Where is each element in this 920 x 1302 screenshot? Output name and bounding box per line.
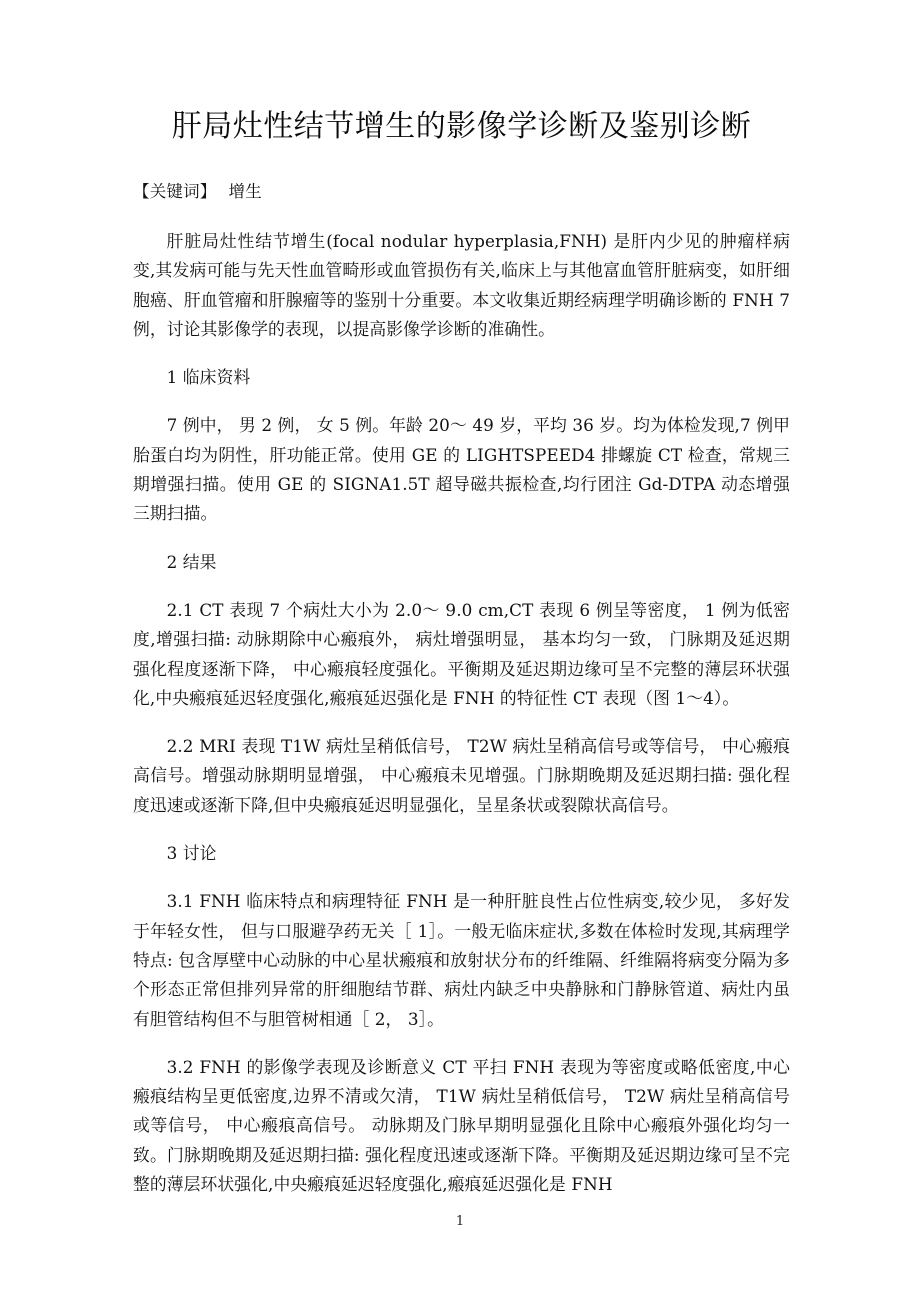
page-content (133, 0, 790, 1199)
spacer (133, 1034, 790, 1053)
spacer (133, 529, 790, 548)
abstract-paragraph: 肝脏局灶性结节增生(focal nodular hyperplasia,FNH) 是肝内少见的肿瘤样病变,其发病可能与先天性血管畸形或血管损伤有关,临床上与其他富血管肝脏病变，如肝细胞癌、肝血管瘤和肝腺瘤等的鉴别十分重要。本文收集近期经病理学明确诊断的 FNH 7 例，讨论其影像学的表现，以提高影像学诊断的准确性。 (133, 231, 790, 339)
section-heading-1: 1 临床资料 (166, 367, 251, 388)
section-1-paragraph: 7 例中， 男 2 例， 女 5 例。年龄 20～ 49 岁，平均 36 岁。均为体检发现,7 例甲胎蛋白均为阴性，肝功能正常。使用 GE 的 LIGHTSPEED4 排螺旋 CT 检查，常规三期增强扫描。使用 GE 的 SIGNA1.5T 超导磁共振检查,均行团注 Gd-DTPA 动态增强三期扫描。 (133, 415, 790, 524)
section-2-2-paragraph: 2.2 MRI 表现 T1W 病灶呈稍低信号， T2W 病灶呈稍高信号或等信号， 中心瘢痕高信号。增强动脉期明显增强， 中心瘢痕未见增强。门脉期晚期及延迟期扫描: 强化程度迅速或逐渐下降,但中央瘢痕延迟明显强化，呈星条状或裂隙状高信号。 (133, 736, 790, 815)
keywords-line (133, 147, 790, 205)
section-heading-3: 3 讨论 (166, 843, 217, 864)
spacer (133, 577, 790, 596)
section-3-2-paragraph: 3.2 FNH 的影像学表现及诊断意义 CT 平扫 FNH 表现为等密度或略低密度,中心瘢痕结构呈更低密度,边界不清或欠清， T1W 病灶呈稍低信号， T2W 病灶呈稍高信号或等信号， 中心瘢痕高信号。 动脉期及门脉早期明显强化且除中心瘢痕外强化均匀一致。门脉期晚期及延迟期扫描: 强化程度迅速或逐渐下降。平衡期及延迟期边缘可呈不完整的薄层环状强化,中央瘢痕延迟轻度强化,瘢痕延迟强化是 FNH (133, 1056, 790, 1195)
section-heading-2: 2 结果 (166, 551, 217, 572)
page-number: 1 (455, 1214, 465, 1229)
keywords-value: 增生 (228, 182, 262, 201)
section-3-1-paragraph: 3.1 FNH 临床特点和病理特征 FNH 是一种肝脏良性占位性病变,较少见， 多好发于年轻女性， 但与口服避孕药无关［ 1］。一般无临床症状,多数在体检时发现,其病理学特点: 包含厚壁中心动脉的中心星状瘢痕和放射状分布的纤维隔、纤维隔将病变分隔为多个形态正常但排列异常的肝细胞结节群、病灶内缺乏中央静脉和门静脉管道、病灶内虽有胆管结构但不与胆管树相通［ 2， 3］。 (133, 891, 790, 1029)
spacer (133, 205, 790, 227)
spacer (133, 344, 790, 363)
spacer (133, 868, 790, 887)
spacer (133, 713, 790, 732)
spacer (133, 820, 790, 839)
section-2-1-paragraph: 2.1 CT 表现 7 个病灶大小为 2.0～ 9.0 cm,CT 表现 6 例呈等密度， 1 例为低密度,增强扫描: 动脉期除中心瘢痕外， 病灶增强明显， 基本均匀一致， 门脉期及延迟期强化程度逐渐下降， 中心瘢痕轻度强化。平衡期及延迟期边缘可呈不完整的薄层环状强化,中央瘢痕延迟轻度强化,瘢痕延迟强化是 FNH 的特征性 CT 表现（图 1～4）。 (133, 599, 790, 708)
page-title: 肝局灶性结节增生的影像学诊断及鉴别诊断 (171, 109, 752, 144)
spacer (133, 392, 790, 411)
keywords-label: 【关键词】 (133, 182, 217, 201)
